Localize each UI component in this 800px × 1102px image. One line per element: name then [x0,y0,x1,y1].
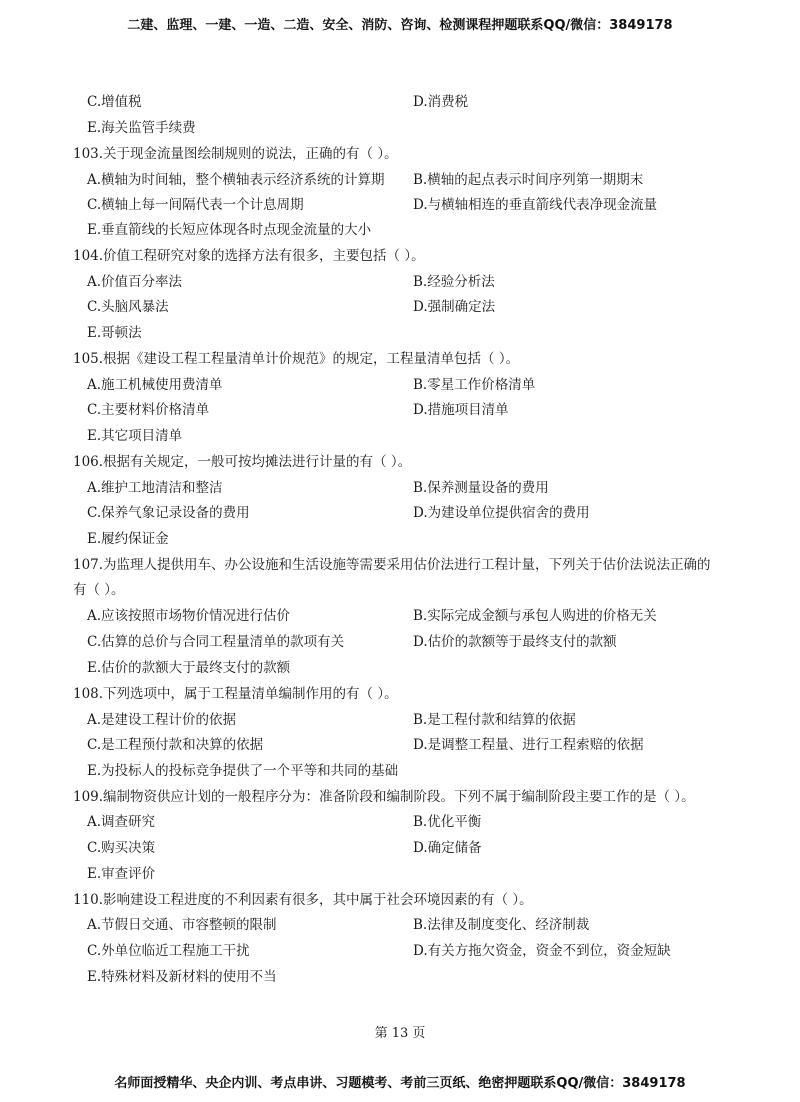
q108-option-c: C.是工程预付款和决算的依据 [87,737,264,753]
question-108-stem: 108.下列选项中，属于工程量清单编制作用的有（ ）。 [73,686,398,702]
q104-option-c: C.头脑风暴法 [87,299,169,315]
question-109-stem: 109.编制物资供应计划的一般程序分为：准备阶段和编制阶段。下列不属于编制阶段主要工作的是（ ）。 [73,789,695,805]
q104-option-e: E.哥顿法 [87,325,142,341]
q104-option-a: A.价值百分率法 [87,274,183,290]
q110-option-c: C.外单位临近工程施工干扰 [87,943,250,959]
q104-option-b: B.经验分析法 [413,274,495,290]
q105-option-e: E.其它项目清单 [87,428,183,444]
option-d: D.消费税 [413,94,469,110]
q110-option-b: B.法律及制度变化、经济制裁 [413,917,590,933]
q103-option-b: B.横轴的起点表示时间序列第一期期末 [413,172,644,188]
q109-option-b: B.优化平衡 [413,814,482,830]
q105-option-b: B.零星工作价格清单 [413,377,536,393]
q109-option-e: E.审查评价 [87,866,156,882]
question-105-stem: 105.根据《建设工程工程量清单计价规范》的规定，工程量清单包括（ ）。 [73,351,520,367]
q107-option-d: D.估价的款额等于最终支付的款额 [413,634,617,650]
question-107-stem-cont: 有（ ）。 [73,582,125,598]
question-106-stem: 106.根据有关规定，一般可按均摊法进行计量的有（ ）。 [73,454,412,470]
q108-option-d: D.是调整工程量、进行工程索赔的依据 [413,737,644,753]
question-103-stem: 103.关于现金流量图绘制规则的说法，正确的有（ ）。 [73,146,398,162]
q109-option-a: A.调查研究 [87,814,156,830]
q106-option-a: A.维护工地清洁和整洁 [87,480,223,496]
q106-option-d: D.为建设单位提供宿舍的费用 [413,505,590,521]
question-107-stem: 107.为监理人提供用车、办公设施和生活设施等需要采用估价法进行工程计量，下列关于估价法说法正确的 [73,557,711,573]
q110-option-a: A.节假日交通、市容整顿的限制 [87,917,277,933]
q107-option-e: E.估价的款额大于最终支付的款额 [87,660,291,676]
q109-option-d: D.确定储备 [413,840,482,856]
q105-option-d: D.措施项目清单 [413,402,509,418]
q108-option-b: B.是工程付款和结算的依据 [413,712,576,728]
option-c: C.增值税 [87,94,142,110]
q105-option-c: C.主要材料价格清单 [87,402,210,418]
q107-option-c: C.估算的总价与合同工程量清单的款项有关 [87,634,345,650]
q110-option-d: D.有关方拖欠资金，资金不到位，资金短缺 [413,943,671,959]
q104-option-d: D.强制确定法 [413,299,496,315]
q103-option-a: A.横轴为时间轴，整个横轴表示经济系统的计算期 [87,172,385,188]
q106-option-b: B.保养测量设备的费用 [413,480,549,496]
page-number: 第 13 页 [374,1026,426,1041]
q103-option-c: C.横轴上每一间隔代表一个计息周期 [87,197,304,213]
q107-option-a: A.应该按照市场物价情况进行估价 [87,608,291,624]
q108-option-e: E.为投标人的投标竞争提供了一个平等和共同的基础 [87,763,399,779]
question-110-stem: 110.影响建设工程进度的不利因素有很多，其中属于社会环境因素的有（ ）。 [73,892,533,908]
q108-option-a: A.是建设工程计价的依据 [87,712,237,728]
page-footer-banner: 名师面授精华、央企内训、考点串讲、习题模考、考前三页纸、绝密押题联系QQ/微信：3849178 [114,1076,686,1091]
q106-option-e: E.履约保证金 [87,531,169,547]
q103-option-e: E.垂直箭线的长短应体现各时点现金流量的大小 [87,222,372,238]
option-e: E.海关监管手续费 [87,120,196,136]
page-header-banner: 二建、监理、一建、一造、二造、安全、消防、咨询、检测课程押题联系QQ/微信：3849178 [127,18,673,33]
q107-option-b: B.实际完成金额与承包人购进的价格无关 [413,608,657,624]
q105-option-a: A.施工机械使用费清单 [87,377,223,393]
q106-option-c: C.保养气象记录设备的费用 [87,505,250,521]
question-104-stem: 104.价值工程研究对象的选择方法有很多，主要包括（ ）。 [73,248,425,264]
q103-option-d: D.与横轴相连的垂直箭线代表净现金流量 [413,197,658,213]
q109-option-c: C.购买决策 [87,840,156,856]
q110-option-e: E.特殊材料及新材料的使用不当 [87,969,277,985]
